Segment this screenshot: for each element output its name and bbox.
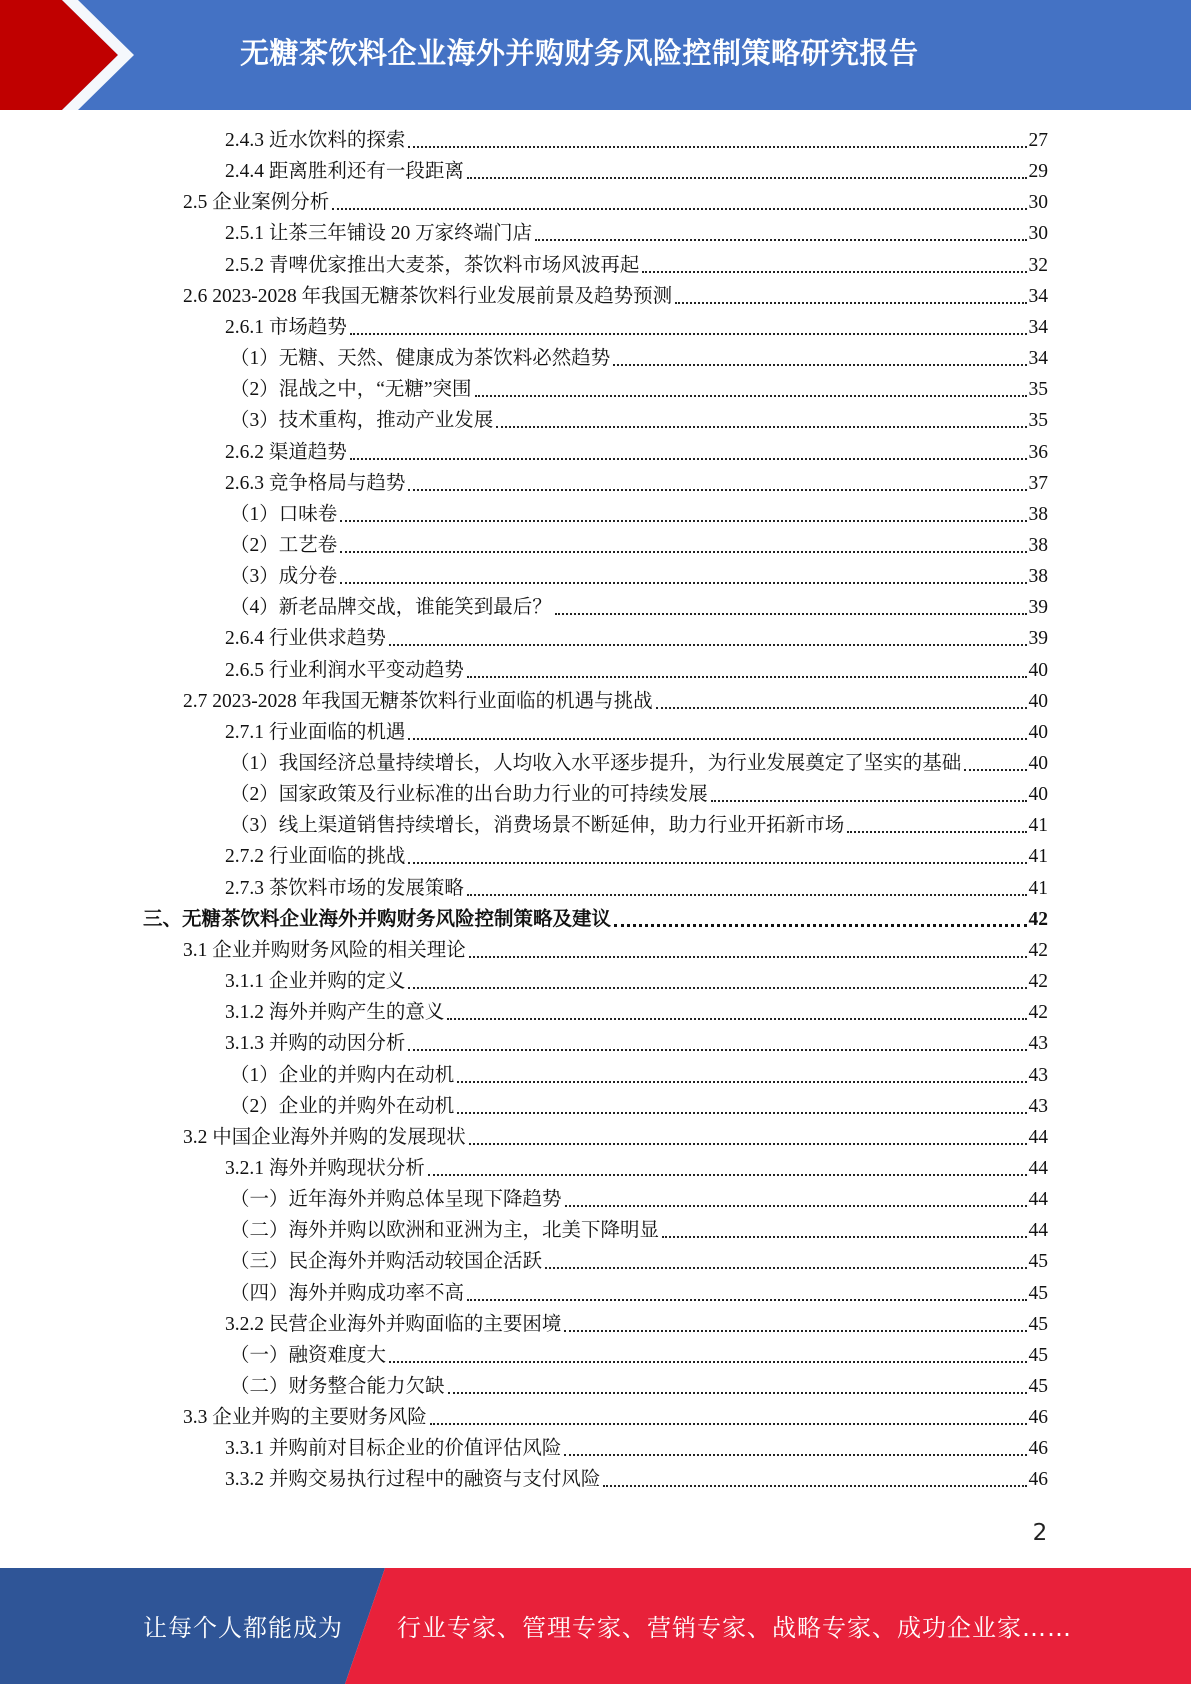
toc-dot-leader bbox=[389, 644, 1027, 646]
toc-dot-leader bbox=[613, 364, 1026, 366]
toc-dot-leader bbox=[467, 894, 1027, 896]
toc-entry[interactable] bbox=[225, 252, 1048, 280]
toc-dot-leader bbox=[964, 769, 1026, 771]
toc-entry-page: 45 bbox=[1028, 1251, 1048, 1273]
toc-entry[interactable] bbox=[230, 1280, 1048, 1308]
toc-entry-title: 2.4.3 近水饮料的探索 bbox=[225, 130, 406, 151]
toc-dot-leader bbox=[564, 1454, 1026, 1456]
toc-entry-page: 45 bbox=[1028, 1313, 1048, 1335]
page-number: 2 bbox=[1032, 1520, 1048, 1546]
toc-entry-title: 3.2 中国企业海外并购的发展现状 bbox=[183, 1126, 466, 1148]
toc-entry[interactable] bbox=[225, 843, 1048, 871]
toc-dot-leader bbox=[565, 1205, 1027, 1207]
toc-entry[interactable] bbox=[230, 407, 1048, 435]
toc-dot-leader bbox=[408, 1049, 1026, 1051]
toc-entry[interactable] bbox=[183, 1404, 1048, 1432]
toc-entry[interactable] bbox=[225, 439, 1048, 467]
toc-dot-leader bbox=[408, 738, 1026, 740]
toc-dot-leader bbox=[340, 582, 1026, 584]
toc-entry-page: 27 bbox=[1028, 130, 1048, 151]
toc-entry-title: 2.4.4 距离胜利还有一段距离 bbox=[225, 161, 464, 183]
toc-entry[interactable] bbox=[225, 999, 1048, 1027]
toc-entry-page: 35 bbox=[1028, 410, 1048, 432]
toc-entry[interactable] bbox=[230, 345, 1048, 373]
toc-entry[interactable] bbox=[230, 750, 1048, 778]
toc-entry-title: （二）财务整合能力欠缺 bbox=[230, 1376, 445, 1397]
toc-dot-leader bbox=[408, 862, 1026, 864]
toc-dot-leader bbox=[389, 1361, 1026, 1363]
toc-dot-leader bbox=[656, 707, 1027, 709]
toc-entry[interactable] bbox=[225, 220, 1048, 248]
toc-entry-title: （1）我国经济总量持续增长，人均收入水平逐步提升，为行业发展奠定了坚实的基础 bbox=[230, 753, 962, 774]
toc-entry[interactable] bbox=[183, 1124, 1048, 1152]
toc-entry-page: 45 bbox=[1028, 1376, 1048, 1397]
toc-entry-page: 40 bbox=[1028, 784, 1048, 806]
toc-entry-title: （1）无糖、天然、健康成为茶饮料必然趋势 bbox=[230, 348, 611, 370]
toc-entry-title: 2.7.3 茶饮料市场的发展策略 bbox=[225, 877, 464, 899]
toc-entry[interactable] bbox=[225, 1155, 1048, 1183]
toc-dot-leader bbox=[555, 613, 1027, 615]
toc-dot-leader bbox=[340, 551, 1026, 553]
toc-entry[interactable] bbox=[225, 968, 1048, 996]
toc-entry-title: （四）海外并购成功率不高 bbox=[230, 1282, 465, 1304]
toc-entry[interactable] bbox=[230, 594, 1048, 622]
toc-entry[interactable] bbox=[225, 625, 1048, 653]
toc-entry[interactable] bbox=[225, 1311, 1048, 1339]
toc-entry[interactable] bbox=[230, 1062, 1048, 1090]
toc-entry-title: （2）企业的并购外在动机 bbox=[230, 1095, 455, 1117]
toc-entry-page: 42 bbox=[1028, 971, 1048, 993]
toc-entry-page: 44 bbox=[1028, 1157, 1048, 1179]
toc-entry-page: 39 bbox=[1028, 628, 1048, 650]
toc-entry-title: 2.6.3 竞争格局与趋势 bbox=[225, 472, 406, 494]
toc-entry-title: （3）线上渠道销售持续增长，消费场景不断延伸，助力行业开拓新市场 bbox=[230, 815, 845, 837]
toc-entry-page: 38 bbox=[1028, 503, 1048, 525]
toc-dot-leader bbox=[662, 1236, 1026, 1238]
footer-slogan-left: 让每个人都能成为 bbox=[143, 1614, 343, 1642]
toc-entry-title: 2.7 2023-2028 年我国无糖茶饮料行业面临的机遇与挑战 bbox=[183, 690, 653, 712]
toc-entry-page: 44 bbox=[1028, 1126, 1048, 1148]
toc-entry-title: （2）工艺卷 bbox=[230, 534, 338, 556]
toc-dot-leader bbox=[350, 458, 1027, 460]
toc-entry-title: 2.7.2 行业面临的挑战 bbox=[225, 846, 406, 868]
header-red-arrow bbox=[0, 0, 118, 110]
toc-entry-title: 2.7.1 行业面临的机遇 bbox=[225, 721, 406, 743]
toc-entry-title: 2.5.1 让茶三年铺设 20 万家终端门店 bbox=[225, 223, 533, 245]
toc-entry-page: 42 bbox=[1028, 908, 1048, 930]
toc-entry-title: 3.1.1 企业并购的定义 bbox=[225, 971, 406, 993]
toc-dot-leader bbox=[408, 146, 1026, 148]
toc-entry-title: 2.6.4 行业供求趋势 bbox=[225, 628, 386, 650]
toc-entry-title: 2.5 企业案例分析 bbox=[183, 192, 330, 214]
toc-entry-title: （1）口味卷 bbox=[230, 503, 338, 525]
toc-entry-page: 34 bbox=[1028, 348, 1048, 370]
toc-entry-title: 3.3 企业并购的主要财务风险 bbox=[183, 1407, 427, 1429]
toc-entry-page: 46 bbox=[1028, 1469, 1048, 1491]
toc-entry-page: 37 bbox=[1028, 472, 1048, 494]
toc-entry-title: 3.3.1 并购前对目标企业的价值评估风险 bbox=[225, 1438, 562, 1460]
toc-entry-title: （2）国家政策及行业标准的出台助力行业的可持续发展 bbox=[230, 784, 708, 806]
toc-entry-page: 40 bbox=[1028, 753, 1048, 774]
toc-entry-page: 40 bbox=[1028, 659, 1048, 681]
toc-entry[interactable] bbox=[225, 1466, 1048, 1494]
toc-entry-page: 43 bbox=[1028, 1033, 1048, 1055]
toc-entry[interactable] bbox=[225, 1030, 1048, 1058]
toc-dot-leader bbox=[350, 333, 1027, 335]
toc-dot-leader bbox=[469, 956, 1027, 958]
toc-entry[interactable] bbox=[225, 875, 1048, 903]
toc-entry[interactable] bbox=[183, 688, 1048, 716]
toc-dot-leader bbox=[340, 520, 1026, 522]
toc-entry[interactable] bbox=[230, 1342, 1048, 1370]
toc-dot-leader bbox=[545, 1267, 1026, 1269]
toc-entry-page: 35 bbox=[1028, 379, 1048, 401]
toc-dot-leader bbox=[408, 987, 1026, 989]
toc-entry-page: 42 bbox=[1028, 939, 1048, 961]
toc-entry[interactable] bbox=[225, 127, 1048, 155]
toc-entry[interactable] bbox=[225, 470, 1048, 498]
toc-entry-page: 39 bbox=[1028, 597, 1048, 619]
toc-entry-page: 38 bbox=[1028, 534, 1048, 556]
toc-entry-page: 36 bbox=[1028, 441, 1048, 463]
toc-entry-title: （一）融资难度大 bbox=[230, 1344, 387, 1366]
toc-entry[interactable] bbox=[225, 314, 1048, 342]
toc-entry-page: 40 bbox=[1028, 690, 1048, 712]
toc-entry-page: 46 bbox=[1028, 1438, 1048, 1460]
toc-dot-leader bbox=[448, 1392, 1027, 1394]
toc-dot-leader bbox=[467, 676, 1027, 678]
toc-entry[interactable] bbox=[225, 657, 1048, 685]
toc-dot-leader bbox=[675, 302, 1026, 304]
toc-dot-leader bbox=[430, 1423, 1027, 1425]
toc-entry-title: （1）企业的并购内在动机 bbox=[230, 1064, 455, 1086]
report-title: 无糖茶饮料企业海外并购财务风险控制策略研究报告 bbox=[240, 36, 919, 70]
toc-entry[interactable] bbox=[225, 719, 1048, 747]
toc-dot-leader bbox=[475, 395, 1027, 397]
toc-entry-page: 38 bbox=[1028, 566, 1048, 588]
toc-dot-leader bbox=[467, 177, 1027, 179]
toc-entry[interactable] bbox=[183, 937, 1048, 965]
toc-dot-leader bbox=[847, 831, 1026, 833]
toc-entry-title: （二）海外并购以欧洲和亚洲为主，北美下降明显 bbox=[230, 1220, 660, 1242]
toc-entry-page: 29 bbox=[1028, 161, 1048, 183]
toc-entry-title: （4）新老品牌交战，谁能笑到最后？ bbox=[230, 597, 552, 619]
toc-entry-page: 43 bbox=[1028, 1095, 1048, 1117]
toc-entry-title: （三）民企海外并购活动较国企活跃 bbox=[230, 1251, 543, 1273]
toc-entry[interactable] bbox=[230, 1248, 1048, 1276]
toc-entry-page: 30 bbox=[1028, 223, 1048, 245]
toc-entry[interactable] bbox=[230, 1093, 1048, 1121]
toc-entry-title: （一）近年海外并购总体呈现下降趋势 bbox=[230, 1189, 562, 1211]
toc-entry-page: 32 bbox=[1028, 254, 1048, 276]
toc-entry-title: 三、无糖茶饮料企业海外并购财务风险控制策略及建议 bbox=[143, 908, 612, 930]
toc-entry[interactable] bbox=[230, 1373, 1048, 1401]
toc-entry-title: 3.1.2 海外并购产生的意义 bbox=[225, 1002, 445, 1024]
toc-dot-leader bbox=[496, 426, 1026, 428]
toc-dot-leader bbox=[535, 239, 1026, 241]
toc-entry-page: 34 bbox=[1028, 316, 1048, 338]
toc-entry-title: 2.6.2 渠道趋势 bbox=[225, 441, 347, 463]
toc-entry-page: 46 bbox=[1028, 1407, 1048, 1429]
toc-dot-leader bbox=[711, 800, 1027, 802]
toc-entry-page: 43 bbox=[1028, 1064, 1048, 1086]
toc-entry-page: 45 bbox=[1028, 1282, 1048, 1304]
toc-entry-page: 40 bbox=[1028, 721, 1048, 743]
toc-dot-leader bbox=[332, 208, 1026, 210]
toc-dot-leader bbox=[642, 271, 1026, 273]
toc-entry-title: （3）技术重构，推动产业发展 bbox=[230, 410, 494, 432]
toc-entry[interactable] bbox=[183, 283, 1048, 311]
toc-entry[interactable] bbox=[230, 781, 1048, 809]
toc-entry-title: 3.2.1 海外并购现状分析 bbox=[225, 1157, 425, 1179]
toc-dot-leader bbox=[447, 1018, 1026, 1020]
toc-entry-title: 3.1.3 并购的动因分析 bbox=[225, 1033, 406, 1055]
toc-entry[interactable] bbox=[225, 1435, 1048, 1463]
toc-dot-leader bbox=[564, 1330, 1026, 1332]
toc-entry-title: 2.6.1 市场趋势 bbox=[225, 316, 347, 338]
toc-entry-page: 30 bbox=[1028, 192, 1048, 214]
toc-entry[interactable] bbox=[230, 563, 1048, 591]
toc-entry[interactable] bbox=[230, 812, 1048, 840]
toc-entry-title: 3.2.2 民营企业海外并购面临的主要困境 bbox=[225, 1313, 562, 1335]
toc-dot-leader bbox=[603, 1485, 1026, 1487]
toc-entry-page: 45 bbox=[1028, 1344, 1048, 1366]
footer-slogan-right: 行业专家、管理专家、营销专家、战略专家、成功企业家…… bbox=[397, 1614, 1072, 1642]
toc-entry[interactable] bbox=[230, 1217, 1048, 1245]
page-footer bbox=[0, 1568, 1191, 1684]
toc-dot-leader bbox=[457, 1081, 1026, 1083]
toc-entry-title: 2.5.2 青啤优家推出大麦茶，茶饮料市场风波再起 bbox=[225, 254, 640, 276]
toc-entry-page: 44 bbox=[1028, 1189, 1048, 1211]
toc-entry-page: 41 bbox=[1028, 846, 1048, 868]
toc-dot-leader bbox=[457, 1112, 1026, 1114]
toc-entry[interactable] bbox=[230, 376, 1048, 404]
toc-dot-leader bbox=[428, 1174, 1027, 1176]
toc-dot-leader bbox=[408, 489, 1026, 491]
toc-entry-title: 2.6 2023-2028 年我国无糖茶饮料行业发展前景及趋势预测 bbox=[183, 285, 673, 307]
toc-entry[interactable] bbox=[183, 189, 1048, 217]
toc-entry[interactable] bbox=[225, 158, 1048, 186]
toc-dot-leader bbox=[467, 1299, 1026, 1301]
toc-entry-page: 44 bbox=[1028, 1220, 1048, 1242]
toc-entry-page: 42 bbox=[1028, 1002, 1048, 1024]
toc-entry-title: （2）混战之中，“无糖”突围 bbox=[230, 379, 472, 401]
toc-entry[interactable] bbox=[230, 501, 1048, 529]
toc-entry-title: （3）成分卷 bbox=[230, 566, 338, 588]
toc-entry[interactable] bbox=[230, 532, 1048, 560]
page-header bbox=[0, 0, 1191, 110]
toc-entry[interactable] bbox=[143, 906, 1048, 934]
toc-entry-page: 34 bbox=[1028, 285, 1048, 307]
toc-entry-title: 2.6.5 行业利润水平变动趋势 bbox=[225, 659, 464, 681]
toc-dot-leader bbox=[469, 1143, 1027, 1145]
toc-entry-page: 41 bbox=[1028, 877, 1048, 899]
toc-dot-leader bbox=[614, 924, 1026, 927]
toc-entry-title: 3.3.2 并购交易执行过程中的融资与支付风险 bbox=[225, 1469, 601, 1491]
toc-entry[interactable] bbox=[230, 1186, 1048, 1214]
toc-entry-page: 41 bbox=[1028, 815, 1048, 837]
toc-entry-title: 3.1 企业并购财务风险的相关理论 bbox=[183, 939, 466, 961]
